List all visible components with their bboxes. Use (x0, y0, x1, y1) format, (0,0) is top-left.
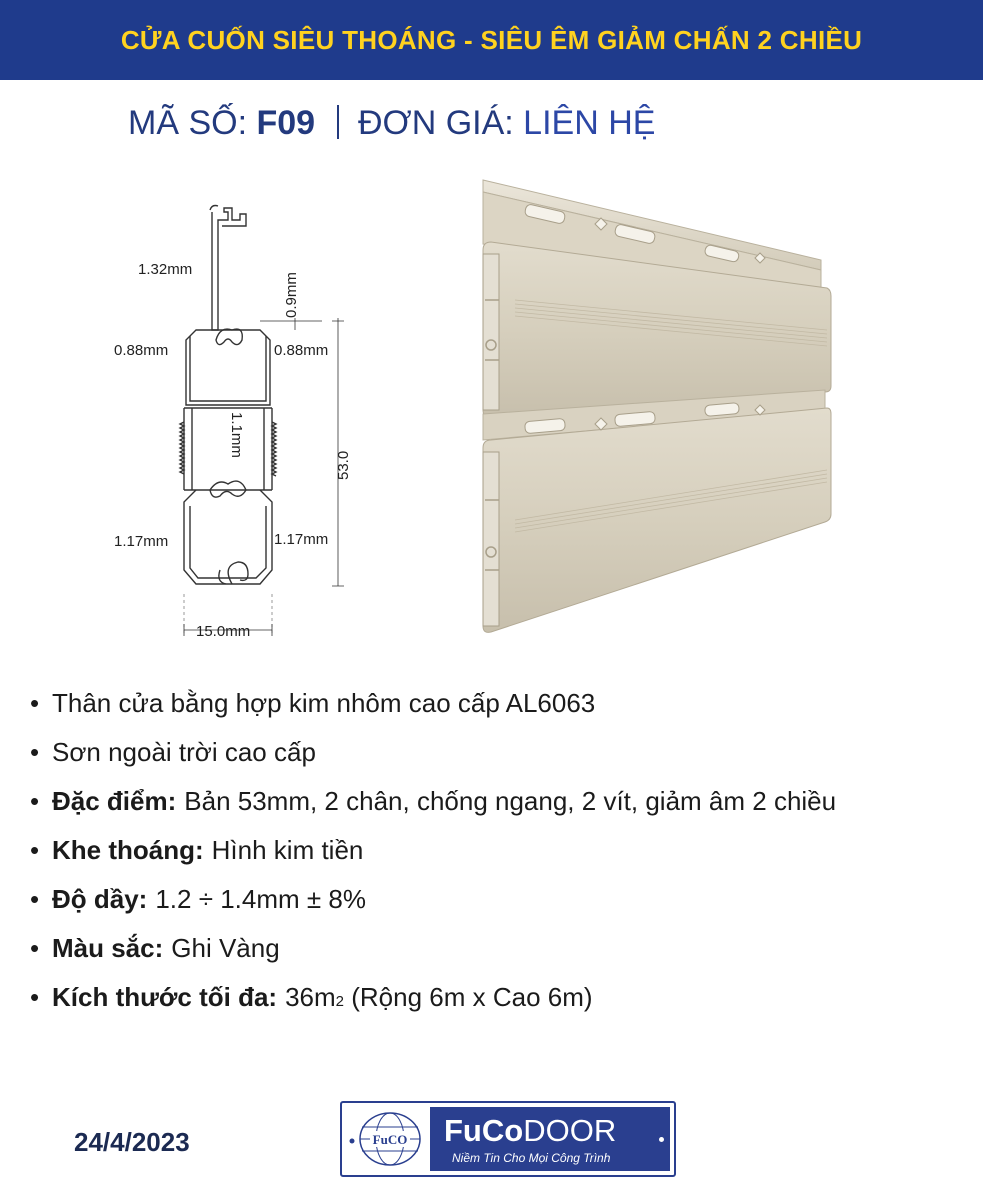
list-item (30, 835, 960, 884)
feature-label: Độ dầy: (52, 884, 148, 914)
feature-label: Đặc điểm: (52, 786, 177, 816)
feature-text: Ghi Vàng (171, 933, 280, 963)
brand-name (444, 1113, 616, 1149)
dim-top-gap: 0.9mm (283, 272, 300, 318)
dim-lower-left: 1.17mm (114, 533, 169, 550)
list-item (30, 737, 960, 786)
product-code: F09 (256, 104, 316, 142)
dim-upper-left: 0.88mm (114, 342, 169, 359)
list-item (30, 786, 960, 835)
list-item (30, 982, 960, 1031)
feature-text: 1.2 ÷ 1.4mm ± 8% (155, 884, 366, 914)
brand-dot (659, 1137, 664, 1142)
list-item (30, 884, 960, 933)
feature-list (30, 688, 960, 1031)
dim-middle: 1.1mm (228, 412, 245, 458)
price-value: LIÊN HỆ (523, 104, 656, 142)
feature-text: Thân cửa bằng hợp kim nhôm cao cấp AL6063 (52, 688, 596, 718)
brand-slogan: Niềm Tin Cho Mọi Công Trình (452, 1151, 611, 1165)
dim-width: 15.0mm (196, 623, 251, 640)
feature-label: Kích thước tối đa: (52, 982, 278, 1012)
brand-main: FuCo (444, 1113, 524, 1148)
list-item (30, 933, 960, 982)
divider (337, 105, 339, 139)
feature-text: Bản 53mm, 2 chân, chống ngang, 2 vít, giảm âm 2 chiều (184, 786, 837, 816)
bullet-icon: • (30, 835, 40, 865)
price-label: ĐƠN GIÁ: (357, 104, 514, 142)
dim-upper-right: 0.88mm (274, 342, 329, 359)
bullet-icon: • (30, 933, 40, 963)
bullet-icon: • (30, 688, 40, 718)
bullet-icon: • (30, 737, 40, 767)
door-slat-image (455, 170, 845, 640)
feature-text-after: (Rộng 6m x Cao 6m) (344, 982, 593, 1012)
feature-text: Sơn ngoài trời cao cấp (52, 737, 316, 767)
feature-superscript: 2 (335, 993, 345, 1010)
header-title: CỬA CUỐN SIÊU THOÁNG - SIÊU ÊM GIẢM CHẤN 2 CHIỀU (120, 24, 863, 55)
feature-label: Khe thoáng: (52, 835, 204, 865)
logo-brand-block (430, 1107, 670, 1171)
document-date: 24/4/2023 (74, 1127, 190, 1157)
feature-text: Hình kim tiền (211, 835, 364, 865)
brand-suffix: DOOR (523, 1113, 617, 1148)
bullet-icon: • (30, 786, 40, 816)
bullet-icon: • (30, 884, 40, 914)
feature-label: Màu sắc: (52, 933, 164, 963)
emblem-text: FuCO (372, 1132, 408, 1147)
bullet-icon: • (30, 982, 40, 1012)
profile-cross-section-diagram (100, 190, 360, 660)
product-code-line (128, 104, 655, 143)
code-label: MÃ SỐ: (128, 104, 248, 142)
dim-top-web: 1.32mm (138, 261, 193, 278)
dim-lower-right: 1.17mm (274, 531, 329, 548)
dim-height: 53.0 (335, 450, 352, 480)
feature-text: 36m (285, 982, 336, 1012)
globe-emblem-icon (348, 1109, 428, 1169)
list-item (30, 688, 960, 737)
header-banner (0, 0, 983, 80)
fucodoor-logo (340, 1101, 676, 1177)
